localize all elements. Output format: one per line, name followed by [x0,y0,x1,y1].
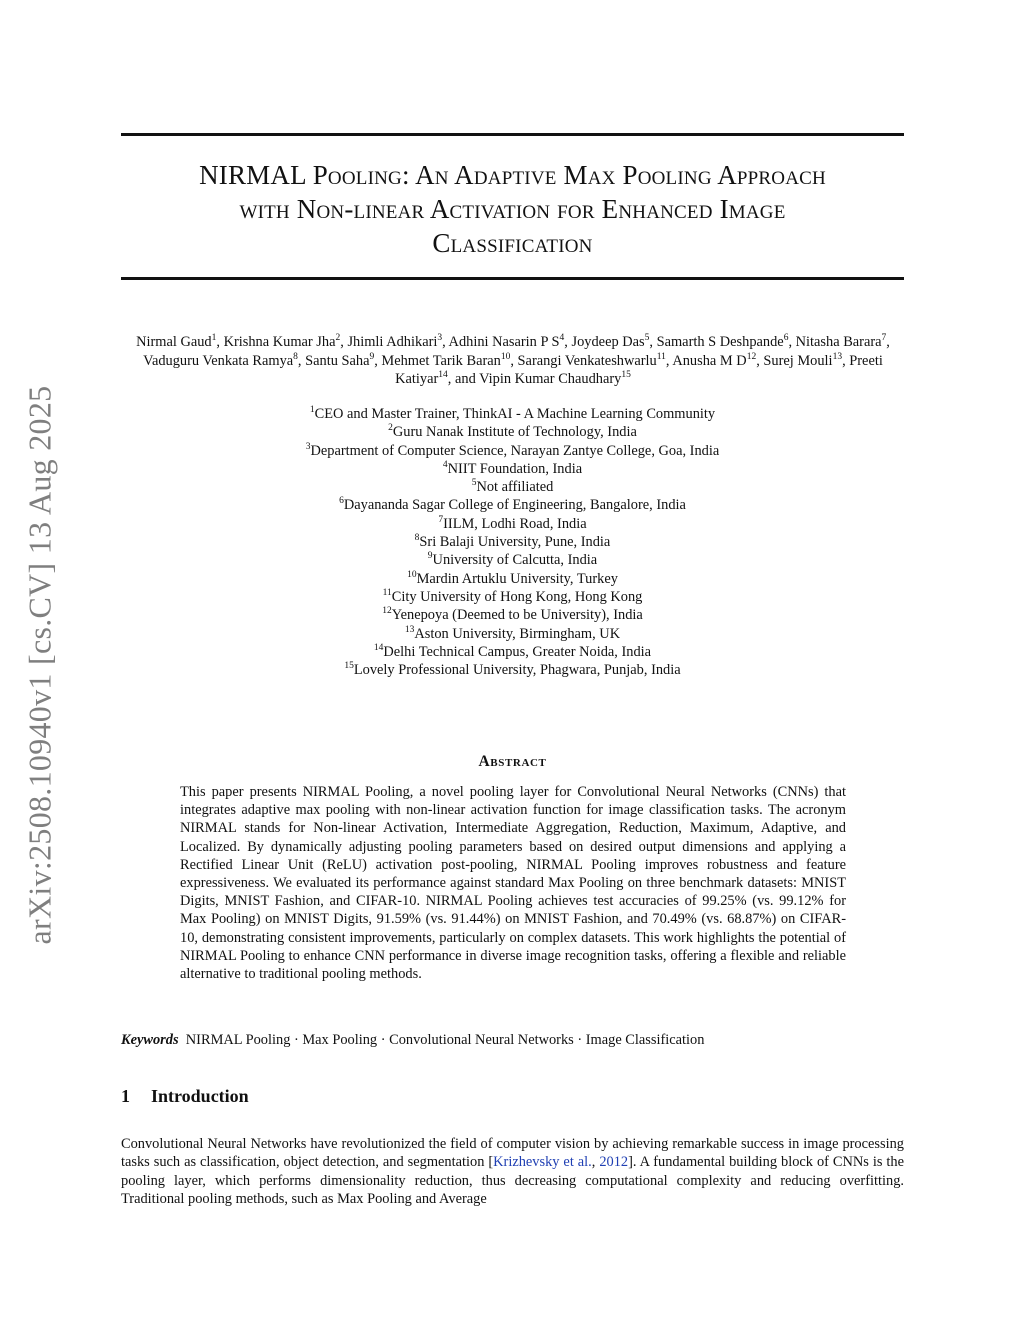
author-name: Vipin Kumar Chaudhary [479,371,622,387]
author-name: Anusha M D [672,352,747,369]
citation-sep: , [591,1154,600,1171]
section-heading [121,1086,249,1107]
author-affiliation-mark: 6 [783,333,789,344]
title-line-3: Classification [432,228,593,258]
affiliation-text: Delhi Technical Campus, Greater Noida, India [383,643,652,660]
affiliation-text: Yenepoya (Deemed to be University), India [391,607,643,624]
affiliation-item [121,405,904,423]
affiliation-item [121,515,904,533]
affiliation-mark: 5 [471,478,477,489]
affiliation-item [121,496,904,514]
citation-year-link[interactable]: 2012 [599,1154,629,1171]
author-name: Nitasha Barara [795,334,882,350]
author-affiliation-mark: 15 [621,370,631,381]
author-name: Preeti Katiyar [395,352,883,387]
affiliation-text: University of Calcutta, India [432,552,598,569]
author-affiliation-mark: 10 [500,351,511,362]
author-affiliation-mark: 5 [644,333,650,344]
author-affiliation-mark: 7 [881,333,887,344]
affiliation-item [121,588,904,606]
affiliation-text: Department of Computer Science, Narayan Zantye College, Goa, India [310,442,720,459]
affiliation-mark: 1 [309,405,315,416]
keywords [121,1031,904,1049]
abstract-heading: Abstract [478,753,547,770]
affiliation-item [121,570,904,588]
author-name: Sarangi Venkateshwarlu [517,352,657,369]
author-name: Samarth S Deshpande [656,334,784,350]
author-connector: and [455,371,476,387]
author-affiliation-mark: 9 [369,351,375,362]
affiliation-text: IILM, Lodhi Road, India [443,515,587,532]
author-affiliation-mark: 14 [438,370,448,381]
intro-text-after: ]. A fundamental building block of CNNs is the pooling layer, which performs dimensionality reduction, thus decreasing computational complexity and reducing overfitting. Traditional pooling methods, such as Max Pooling and Average [121,1154,904,1207]
affiliation-mark: 3 [305,441,311,452]
affiliation-list [121,405,904,679]
keywords-label: Keywords [121,1032,179,1048]
section-number: 1 [121,1086,130,1106]
affiliation-text: Guru Nanak Institute of Technology, India [392,424,637,441]
author-name: Krishna Kumar Jha [223,334,336,350]
affiliation-mark: 12 [382,606,392,617]
affiliation-text: City University of Hong Kong, Hong Kong [391,588,643,605]
author-affiliation-mark: 1 [211,333,217,344]
title-line-2: with Non-linear Activation for Enhanced Image [239,194,786,224]
intro-paragraph [121,1135,904,1208]
affiliation-mark: 14 [373,643,384,654]
keywords-text: NIRMAL Pooling · Max Pooling · Convolutional Neural Networks · Image Classification [185,1032,705,1048]
affiliation-mark: 4 [442,460,448,471]
author-name: Jhimli Adhikari [347,334,438,350]
affiliation-text: CEO and Master Trainer, ThinkAI - A Machine Learning Community [314,406,716,422]
affiliation-item [121,442,904,460]
intro-text-before: Convolutional Neural Networks have revolutionized the field of computer vision by achieving remarkable success in image processing tasks such as classification, object detection, and segmentation [ [121,1136,904,1171]
author-name: Santu Saha [305,352,370,369]
affiliation-mark: 6 [339,496,344,507]
section-title: Introduction [151,1086,249,1106]
title-rule-bottom [121,277,904,280]
affiliation-mark: 7 [438,514,444,525]
author-affiliation-mark: 4 [559,333,565,344]
affiliation-mark: 9 [427,551,433,562]
author-affiliation-mark: 3 [437,333,443,344]
affiliation-item [121,533,904,551]
affiliation-mark: 2 [388,423,393,434]
arxiv-identifier: arXiv:2508.10940v1 [cs.CV] 13 Aug 2025 [21,385,58,945]
author-list: Nirmal Gaud$^1$, Krishna Kumar Jha$^2$, Jhimli Adhikari$^3$, Adhini Nasarin P $S^4$, Joydeep Das$^5$, Samarth S Deshpande$^6$, Nitasha Barara$^7$, Vaduguru Venkata Ramya$^8$, Santu Saha$^9$, Mehmet Tarik Baran$^{10}$, Sarangi Venkateshwarlu$^{11}$, Anusha M $D^{12}$, Surej Mouli$^{13}$, Preeti Katiyar$^{14}$, and Vipin Kumar Chaudhary$^{15}$ [136,333,890,387]
abstract-body: This paper presents NIRMAL Pooling, a novel pooling layer for Convolutional Neural Networks (CNNs) that integrates adaptive max pooling with non-linear activation function for image classification tasks. The acronym NIRMAL stands for Non-linear Activation, Intermediate Aggregation, Reduction, Maximum, Adaptive, and Localized. By dynamically adjusting pooling parameters based on desired output dimensions and applying a Rectified Linear Unit (ReLU) activation post-pooling, NIRMAL Pooling improves robustness and feature expressiveness. We evaluated its performance against standard Max Pooling on three benchmark datasets: MNIST Digits, MNIST Fashion, and CIFAR-10. NIRMAL Pooling achieves test accuracies of 99.25% (vs. 99.12% for Max Pooling) on MNIST Digits, 91.59% (vs. 91.44%) on MNIST Fashion, and 70.49% (vs. 68.87%) on CIFAR-10, demonstrating consistent improvements, particularly on complex datasets. This work highlights the potential of NIRMAL Pooling to enhance CNN performance in diverse image recognition tasks, offering a flexible and reliable alternative to traditional pooling methods. [180,784,846,983]
affiliation-text: Mardin Artuklu University, Turkey [416,570,618,587]
paper-title [121,158,904,260]
affiliation-mark: 15 [344,661,354,672]
affiliation-item [121,606,904,624]
affiliation-item [121,551,904,569]
affiliation-text: Aston University, Birmingham, UK [414,625,621,642]
affiliation-item [121,460,904,478]
title-line-1: NIRMAL Pooling: An Adaptive Max Pooling Approach [199,160,826,190]
affiliation-item [121,643,904,661]
affiliation-mark: 13 [404,624,415,635]
affiliation-text: Not affiliated [476,479,554,496]
affiliation-text: Sri Balaji University, Pune, India [419,534,611,551]
citation-link[interactable]: Krizhevsky et al. [493,1154,592,1171]
affiliation-item [121,423,904,441]
author-affiliation-mark: 11 [656,351,666,362]
affiliation-mark: 11 [382,588,392,599]
affiliation-item [121,478,904,496]
author-name: Joydeep Das [571,334,645,350]
affiliation-text: Dayananda Sagar College of Engineering, Bangalore, India [343,497,686,514]
affiliation-mark: 10 [407,569,417,580]
author-affiliation-mark: 13 [832,351,843,362]
author-name: Nirmal Gaud [136,334,212,350]
author-affiliation-mark: 8 [293,351,298,362]
affiliation-text: Lovely Professional University, Phagwara, Punjab, India [353,662,681,679]
author-name: Mehmet Tarik Baran [381,352,501,369]
author-affiliation-mark: 2 [335,333,341,344]
affiliation-item [121,625,904,643]
title-rule-top [121,133,904,136]
author-name: Vaduguru Venkata Ramya [143,352,294,369]
author-affiliation-mark: 12 [746,351,757,362]
affiliation-text: NIIT Foundation, India [447,460,583,477]
author-name: Surej Mouli [763,352,833,369]
affiliation-item [121,661,904,679]
author-name: Adhini Nasarin P S [448,334,560,350]
affiliation-mark: 8 [414,533,420,544]
